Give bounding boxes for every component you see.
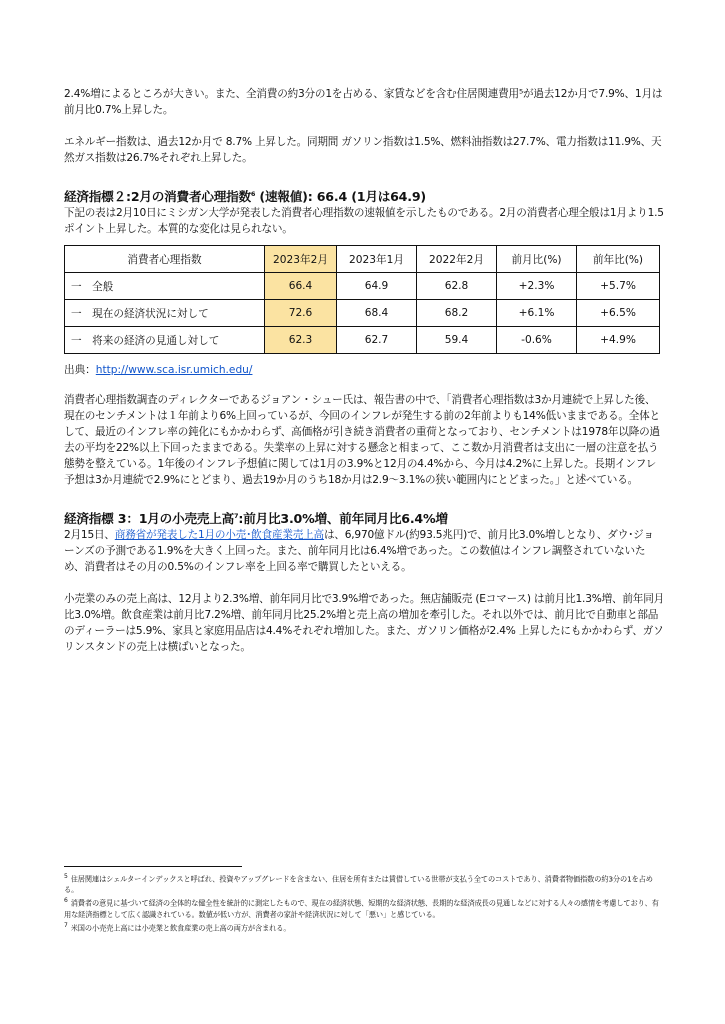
table-header-cell: 前月比(%)	[497, 246, 577, 273]
table-cell: +5.7%	[577, 273, 660, 300]
section-3-heading-prefix: 経済指標 3	[64, 511, 127, 526]
table-row	[65, 300, 660, 327]
section-2-heading-mid: 2月の消費者心理指数	[130, 189, 251, 204]
footnote-number: 7	[64, 921, 68, 929]
footnote-divider	[64, 866, 242, 867]
table-header-row	[65, 246, 660, 273]
consumer-sentiment-table	[64, 245, 660, 354]
source-link[interactable]: http://www.sca.isr.umich.edu/	[95, 364, 253, 376]
table-cell: +6.5%	[577, 300, 660, 327]
retail-p1-before: 2月15日、	[64, 529, 115, 541]
table-cell: 59.4	[417, 327, 497, 354]
table-header-cell: 消費者心理指数	[65, 246, 265, 273]
source-label: 出典：	[64, 364, 96, 376]
section-2-intro: 下記の表は2月10日にミシガン大学が発表した消費者心理指数の速報値を示したものである。2月の消費者心理全般は1月より1.5ポイント上昇した。本質的な変化は見られない。	[64, 207, 664, 235]
footnote-5	[64, 871, 664, 895]
table-header-cell: 2023年1月	[337, 246, 417, 273]
footnote-text: 米国の小売売上高には小売業と飲食産業の売上高の両方が含まれる。	[70, 923, 291, 933]
section-3-heading	[64, 510, 664, 527]
table-cell: +4.9%	[577, 327, 660, 354]
table-cell: 62.7	[337, 327, 417, 354]
table-cell: +2.3%	[497, 273, 577, 300]
table-row	[65, 273, 660, 300]
source-line	[64, 362, 664, 378]
document-body	[64, 86, 664, 655]
row-label: 一 現在の経済状況に対して	[65, 300, 265, 327]
section-2-heading	[64, 188, 664, 205]
section-2-heading-prefix: 経済指標２:	[64, 189, 131, 204]
table-cell-highlight: 62.3	[265, 327, 337, 354]
table-header-cell: 前年比(%)	[577, 246, 660, 273]
retail-p1-after: は、6,970億ドル(約93.5兆円)で、前月比3.0%増しとなり、ダウ･ジョーンズの予測である1.9%を大きく上回った。また、前年同月比は6.4%増であった。この数値はインフレ調整されていないため、消費者はその月の0.5%のインフレ率を上回る率で購買したといえる。	[64, 529, 654, 573]
commerce-department-link[interactable]: 商務省が発表した1月の小売･飲食産業売上高	[114, 529, 324, 541]
table-cell: 64.9	[337, 273, 417, 300]
intro-paragraph-1: 2.4%増によるところが大きい。また、全消費の約3分の1を占める、家賃などを含む住居関連費用⁵が過去12か月で7.9%、1月は前月比0.7%上昇した。	[64, 88, 663, 116]
footnote-ref-7[interactable]: 7	[234, 511, 239, 520]
footnote-7	[64, 920, 664, 933]
section-3-heading-suffix: :前月比3.0%増、前年同月比6.4%増	[238, 511, 448, 526]
table-cell: 68.2	[417, 300, 497, 327]
footnote-number: 6	[64, 897, 68, 905]
table-cell: 68.4	[337, 300, 417, 327]
table-row	[65, 327, 660, 354]
sentiment-commentary: 消費者心理指数調査のディレクターであるジョアン・シュー氏は、報告書の中で、「消費者心理指数は3か月連続で上昇した後、現在のセンチメントは１年前より6%上回っているが、今回のインフレが発生する前の2年前よりも14%低いままである。全体として、最近のインフレ率の鈍化にもかかわらず、高価格が引き続き消費者の重荷となっており、センチメントは1978年以降の過去の平均を22%以上下回ったままである。失業率の上昇に対する懸念と相まって、ここ数か月消費者は支出に一層の注意を払う態勢を整えている。1年後のインフレ予想値に関しては1月の3.9%と12月の4.4%から、今月は4.2%に上昇した。長期インフレ予想は3か月連続で2.9%にとどまり、過去19か月のうち18か月は2.9～3.1%の狭い範囲内にとどまった。」と述べている。	[64, 394, 660, 486]
footnotes	[64, 866, 664, 933]
table-cell-highlight: 66.4	[265, 273, 337, 300]
table-header-cell-highlight: 2023年2月	[265, 246, 337, 273]
retail-paragraph-2: 小売業のみの売上高は、12月より2.3%増、前年同月比で3.9%増であった。無店舗販売 (Eコマース) は前月比1.3%増、前年同月比3.0%増。飲食産業は前月比7.2%増、前年同月比25.2%増と売上高の増加を牽引した。それ以外では、前月比で自動車と部品のディーラーは5.9%、家具と家庭用品店は4.4%それぞれ増加した。また、ガソリン価格が2.4% 上昇したにもかかわらず、ガソリンスタンドの売上は横ばいとなった。	[64, 593, 664, 653]
table-cell: +6.1%	[497, 300, 577, 327]
table-cell: 62.8	[417, 273, 497, 300]
section-3-heading-mid: ：1月の小売売上高	[126, 511, 235, 526]
footnote-6	[64, 895, 664, 919]
intro-paragraph-2: エネルギー指数は、過去12か月で 8.7% 上昇した。同期間 ガソリン指数は1.5%、燃料油指数は27.7%、電力指数は11.9%、天然ガス指数は26.7%それぞれ上昇した。	[64, 136, 662, 164]
footnote-ref-6[interactable]: 6	[250, 189, 256, 198]
retail-paragraph-1	[64, 527, 664, 575]
table-header-cell: 2022年2月	[417, 246, 497, 273]
row-label: 一 全般	[65, 273, 265, 300]
footnote-number: 5	[64, 873, 68, 880]
footnote-text: 消費者の意見に基づいて経済の全体的な健全性を統計的に測定したもので、現在の経済状態、短期的な経済状態、長期的な経済成長の見通しなどに対する人々の感情を考慮しており、有用な経済指標として広く認識されている。数値が低い方が、消費者の家計や経済状況に対して「悪い」と感じている。	[64, 898, 659, 919]
table-cell: -0.6%	[497, 327, 577, 354]
footnote-text: 住居関連はシェルターインデックスと呼ばれ、投資やアップグレードを含まない、住居を所有または賃借している世帯が支払う全てのコストであり、消費者物価指数の約3分の1を占める。	[64, 874, 653, 895]
section-2-heading-suffix: (速報値): 66.4 (1月は64.9)	[255, 189, 426, 204]
table-cell-highlight: 72.6	[265, 300, 337, 327]
row-label: 一 将来の経済の見通し対して	[65, 327, 265, 354]
